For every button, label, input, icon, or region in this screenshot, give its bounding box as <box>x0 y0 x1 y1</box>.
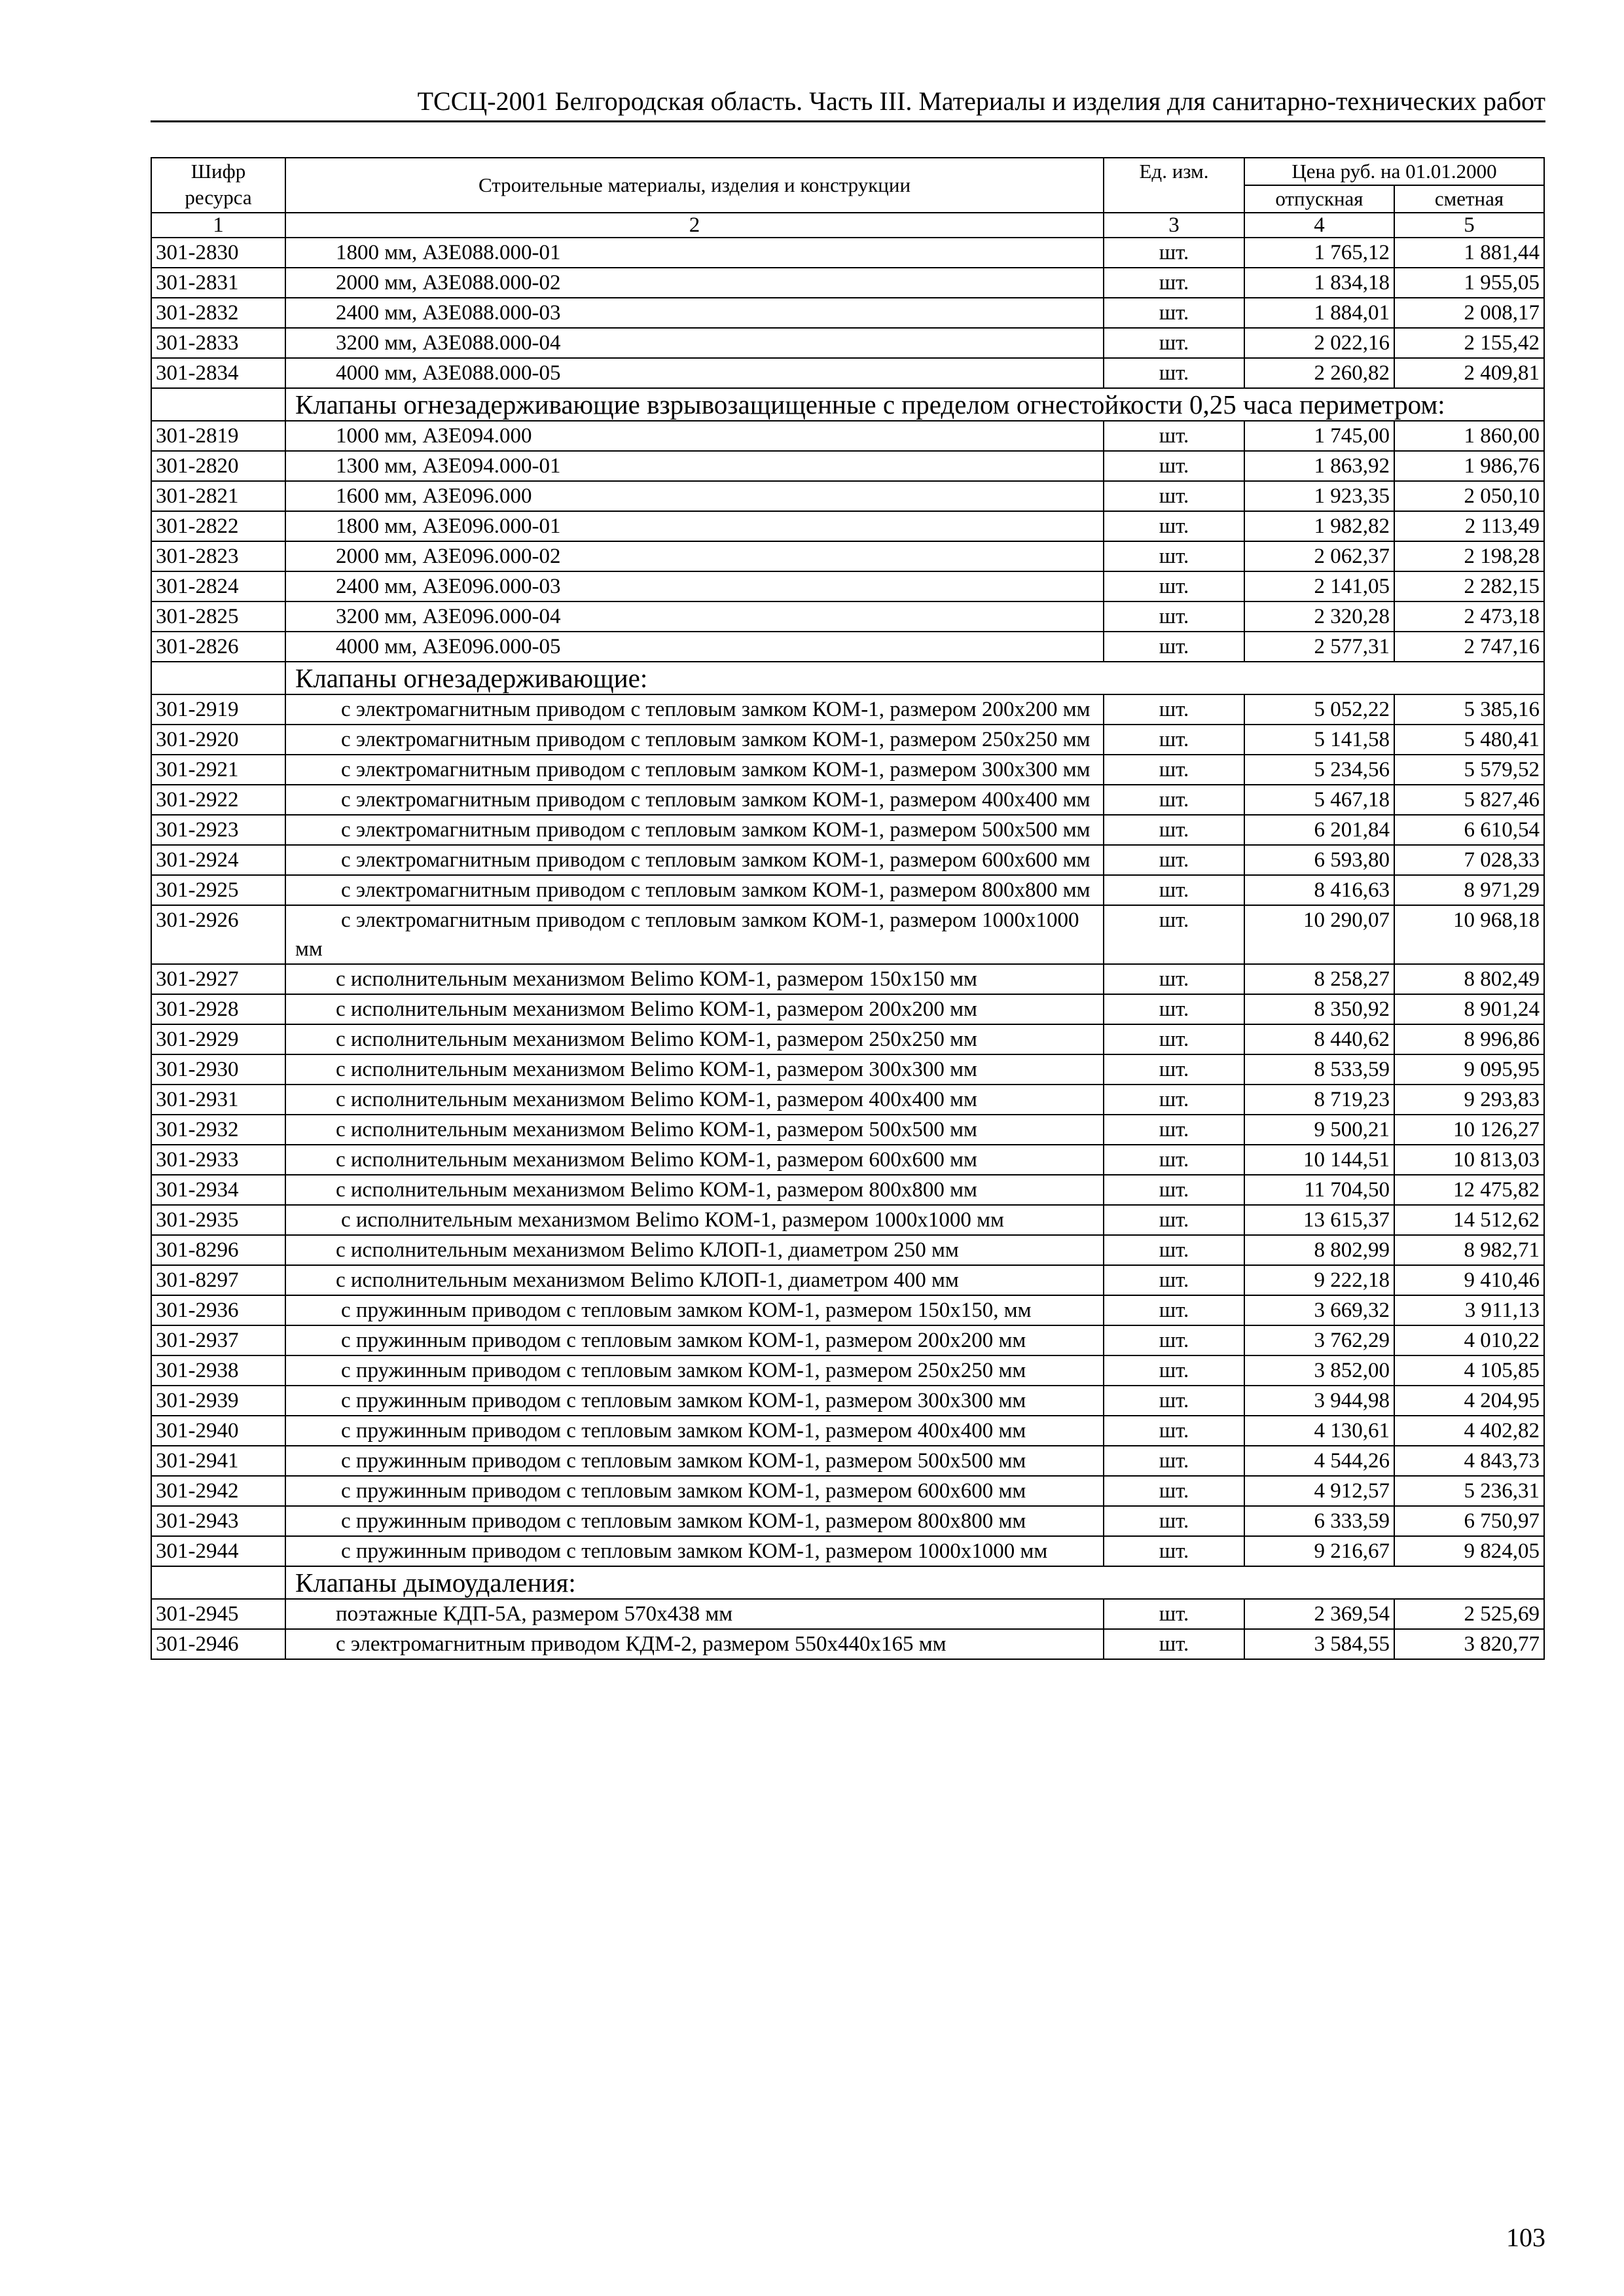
estimate-price-cell: 2 113,49 <box>1394 511 1544 541</box>
col-header-unit: Ед. изм. <box>1104 158 1244 213</box>
unit-cell: шт. <box>1104 571 1244 601</box>
table-row <box>151 541 1544 571</box>
release-price-cell: 5 141,58 <box>1244 725 1394 755</box>
table-row <box>151 1265 1544 1295</box>
section-empty-cell <box>151 662 285 694</box>
unit-cell: шт. <box>1104 1024 1244 1054</box>
estimate-price-cell: 2 008,17 <box>1394 298 1544 328</box>
release-price-cell: 1 884,01 <box>1244 298 1394 328</box>
unit-cell: шт. <box>1104 905 1244 964</box>
release-price-cell: 6 333,59 <box>1244 1506 1394 1536</box>
table-row <box>151 268 1544 298</box>
section-row <box>151 1566 1544 1599</box>
table-row <box>151 1054 1544 1085</box>
unit-cell: шт. <box>1104 1355 1244 1386</box>
unit-cell: шт. <box>1104 1295 1244 1325</box>
resource-code-cell: 301-2944 <box>151 1536 285 1566</box>
release-price-cell: 9 216,67 <box>1244 1536 1394 1566</box>
material-name-cell: 3200 мм, АЗЕ088.000-04 <box>285 328 1104 358</box>
material-name-cell: с пружинным приводом с тепловым замком КОМ-1, размером 250x250 мм <box>285 1355 1104 1386</box>
estimate-price-cell: 9 410,46 <box>1394 1265 1544 1295</box>
table-row <box>151 1416 1544 1446</box>
release-price-cell: 8 258,27 <box>1244 964 1394 994</box>
resource-code-cell: 301-2937 <box>151 1325 285 1355</box>
table-row <box>151 755 1544 785</box>
material-name-cell: поэтажные КДП-5А, размером 570x438 мм <box>285 1599 1104 1629</box>
resource-code-cell: 301-2832 <box>151 298 285 328</box>
material-name-cell: 4000 мм, АЗЕ096.000-05 <box>285 632 1104 662</box>
unit-cell: шт. <box>1104 1265 1244 1295</box>
material-name-cell: с электромагнитным приводом с тепловым замком КОМ-1, размером 400x400 мм <box>285 785 1104 815</box>
estimate-price-cell: 2 525,69 <box>1394 1599 1544 1629</box>
unit-cell: шт. <box>1104 1629 1244 1659</box>
table-row <box>151 1355 1544 1386</box>
unit-cell: шт. <box>1104 632 1244 662</box>
section-empty-cell <box>151 1566 285 1599</box>
unit-cell: шт. <box>1104 1599 1244 1629</box>
resource-code-cell: 301-2919 <box>151 694 285 725</box>
table-row <box>151 815 1544 845</box>
resource-code-cell: 301-2825 <box>151 601 285 632</box>
resource-code-cell: 301-2929 <box>151 1024 285 1054</box>
unit-cell: шт. <box>1104 1085 1244 1115</box>
release-price-cell: 1 745,00 <box>1244 421 1394 451</box>
estimate-price-cell: 4 843,73 <box>1394 1446 1544 1476</box>
section-title: Клапаны дымоудаления: <box>285 1566 1544 1599</box>
material-name-cell: с электромагнитным приводом КДМ-2, размером 550x440x165 мм <box>285 1629 1104 1659</box>
table-row <box>151 1536 1544 1566</box>
estimate-price-cell: 5 827,46 <box>1394 785 1544 815</box>
release-price-cell: 13 615,37 <box>1244 1205 1394 1235</box>
unit-cell: шт. <box>1104 541 1244 571</box>
table-row <box>151 785 1544 815</box>
estimate-price-cell: 2 409,81 <box>1394 358 1544 388</box>
estimate-price-cell: 8 802,49 <box>1394 964 1544 994</box>
resource-code-cell: 301-2932 <box>151 1115 285 1145</box>
resource-code-cell: 301-8296 <box>151 1235 285 1265</box>
estimate-price-cell: 1 955,05 <box>1394 268 1544 298</box>
release-price-cell: 10 144,51 <box>1244 1145 1394 1175</box>
release-price-cell: 1 982,82 <box>1244 511 1394 541</box>
resource-code-cell: 301-2830 <box>151 238 285 268</box>
resource-code-cell: 301-2927 <box>151 964 285 994</box>
material-name-cell: с пружинным приводом с тепловым замком КОМ-1, размером 600x600 мм <box>285 1476 1104 1506</box>
resource-code-cell: 301-2923 <box>151 815 285 845</box>
estimate-price-cell: 3 820,77 <box>1394 1629 1544 1659</box>
release-price-cell: 2 320,28 <box>1244 601 1394 632</box>
resource-code-cell: 301-2824 <box>151 571 285 601</box>
resource-code-cell: 301-2938 <box>151 1355 285 1386</box>
resource-code-cell: 301-2925 <box>151 875 285 905</box>
page-header <box>151 85 1545 122</box>
table-row <box>151 1599 1544 1629</box>
section-empty-cell <box>151 388 285 421</box>
table-row <box>151 1115 1544 1145</box>
table-row <box>151 238 1544 268</box>
table-row <box>151 694 1544 725</box>
material-name-cell: с исполнительным механизмом Belimo КОМ-1, размером 800x800 мм <box>285 1175 1104 1205</box>
resource-code-cell: 301-2924 <box>151 845 285 875</box>
table-row <box>151 1235 1544 1265</box>
material-name-cell: 1800 мм, АЗЕ088.000-01 <box>285 238 1104 268</box>
release-price-cell: 9 222,18 <box>1244 1265 1394 1295</box>
resource-code-cell: 301-2934 <box>151 1175 285 1205</box>
unit-cell: шт. <box>1104 1325 1244 1355</box>
section-row <box>151 388 1544 421</box>
table-row <box>151 725 1544 755</box>
col-header-release-price: отпускная <box>1244 185 1394 213</box>
unit-cell: шт. <box>1104 358 1244 388</box>
resource-code-cell: 301-2928 <box>151 994 285 1024</box>
table-row <box>151 571 1544 601</box>
unit-cell: шт. <box>1104 298 1244 328</box>
release-price-cell: 8 533,59 <box>1244 1054 1394 1085</box>
release-price-cell: 2 577,31 <box>1244 632 1394 662</box>
material-name-cell: с электромагнитным приводом с тепловым замком КОМ-1, размером 600x600 мм <box>285 845 1104 875</box>
estimate-price-cell: 9 824,05 <box>1394 1536 1544 1566</box>
material-name-cell: с электромагнитным приводом с тепловым замком КОМ-1, размером 800x800 мм <box>285 875 1104 905</box>
material-name-cell: с электромагнитным приводом с тепловым замком КОМ-1, размером 500x500 мм <box>285 815 1104 845</box>
col-header-name: Строительные материалы, изделия и конструкции <box>285 158 1104 213</box>
estimate-price-cell: 8 971,29 <box>1394 875 1544 905</box>
resource-code-cell: 301-2935 <box>151 1205 285 1235</box>
resource-code-cell: 301-2922 <box>151 785 285 815</box>
material-name-cell: с пружинным приводом с тепловым замком КОМ-1, размером 1000x1000 мм <box>285 1536 1104 1566</box>
col-header-price-group: Цена руб. на 01.01.2000 <box>1244 158 1544 185</box>
material-name-cell: 3200 мм, АЗЕ096.000-04 <box>285 601 1104 632</box>
material-name-cell: с исполнительным механизмом Belimo КОМ-1, размером 500x500 мм <box>285 1115 1104 1145</box>
release-price-cell: 1 863,92 <box>1244 451 1394 481</box>
price-table <box>151 157 1545 1660</box>
release-price-cell: 1 765,12 <box>1244 238 1394 268</box>
section-row <box>151 662 1544 694</box>
material-name-cell: 2000 мм, АЗЕ088.000-02 <box>285 268 1104 298</box>
material-name-cell: с пружинным приводом с тепловым замком КОМ-1, размером 500x500 мм <box>285 1446 1104 1476</box>
table-row <box>151 328 1544 358</box>
table-row <box>151 1024 1544 1054</box>
resource-code-cell: 301-2831 <box>151 268 285 298</box>
table-row <box>151 1629 1544 1659</box>
release-price-cell: 4 912,57 <box>1244 1476 1394 1506</box>
release-price-cell: 2 369,54 <box>1244 1599 1394 1629</box>
resource-code-cell: 301-2921 <box>151 755 285 785</box>
column-number: 2 <box>285 213 1104 238</box>
resource-code-cell: 301-2946 <box>151 1629 285 1659</box>
column-number: 4 <box>1244 213 1394 238</box>
table-row <box>151 905 1544 964</box>
table-row <box>151 451 1544 481</box>
resource-code-cell: 301-2820 <box>151 451 285 481</box>
estimate-price-cell: 2 473,18 <box>1394 601 1544 632</box>
resource-code-cell: 301-2823 <box>151 541 285 571</box>
release-price-cell: 9 500,21 <box>1244 1115 1394 1145</box>
release-price-cell: 8 719,23 <box>1244 1085 1394 1115</box>
table-row <box>151 1205 1544 1235</box>
estimate-price-cell: 8 901,24 <box>1394 994 1544 1024</box>
unit-cell: шт. <box>1104 238 1244 268</box>
resource-code-cell: 301-2936 <box>151 1295 285 1325</box>
resource-code-cell: 301-2926 <box>151 905 285 964</box>
release-price-cell: 5 467,18 <box>1244 785 1394 815</box>
unit-cell: шт. <box>1104 1145 1244 1175</box>
unit-cell: шт. <box>1104 1506 1244 1536</box>
release-price-cell: 3 762,29 <box>1244 1325 1394 1355</box>
unit-cell: шт. <box>1104 694 1244 725</box>
table-row <box>151 1446 1544 1476</box>
estimate-price-cell: 10 968,18 <box>1394 905 1544 964</box>
unit-cell: шт. <box>1104 875 1244 905</box>
table-row <box>151 511 1544 541</box>
section-title: Клапаны огнезадерживающие взрывозащищенные с пределом огнестойкости 0,25 часа периметром: <box>285 388 1544 421</box>
release-price-cell: 2 260,82 <box>1244 358 1394 388</box>
material-name-cell: с электромагнитным приводом с тепловым замком КОМ-1, размером 200x200 мм <box>285 694 1104 725</box>
release-price-cell: 4 130,61 <box>1244 1416 1394 1446</box>
release-price-cell: 2 141,05 <box>1244 571 1394 601</box>
unit-cell: шт. <box>1104 481 1244 511</box>
release-price-cell: 2 022,16 <box>1244 328 1394 358</box>
table-row <box>151 1476 1544 1506</box>
release-price-cell: 3 669,32 <box>1244 1295 1394 1325</box>
estimate-price-cell: 8 996,86 <box>1394 1024 1544 1054</box>
document-title: ТССЦ-2001 Белгородская область. Часть III. Материалы и изделия для санитарно-технических работ <box>417 86 1545 116</box>
unit-cell: шт. <box>1104 725 1244 755</box>
resource-code-cell: 301-2943 <box>151 1506 285 1536</box>
resource-code-cell: 301-2819 <box>151 421 285 451</box>
estimate-price-cell: 2 050,10 <box>1394 481 1544 511</box>
release-price-cell: 8 416,63 <box>1244 875 1394 905</box>
material-name-cell: с исполнительным механизмом Belimo КЛОП-1, диаметром 250 мм <box>285 1235 1104 1265</box>
column-number: 3 <box>1104 213 1244 238</box>
release-price-cell: 4 544,26 <box>1244 1446 1394 1476</box>
estimate-price-cell: 7 028,33 <box>1394 845 1544 875</box>
table-row <box>151 481 1544 511</box>
table-row <box>151 964 1544 994</box>
release-price-cell: 6 593,80 <box>1244 845 1394 875</box>
unit-cell: шт. <box>1104 1115 1244 1145</box>
table-row <box>151 1295 1544 1325</box>
release-price-cell: 1 834,18 <box>1244 268 1394 298</box>
unit-cell: шт. <box>1104 328 1244 358</box>
unit-cell: шт. <box>1104 1205 1244 1235</box>
release-price-cell: 6 201,84 <box>1244 815 1394 845</box>
table-row <box>151 632 1544 662</box>
unit-cell: шт. <box>1104 268 1244 298</box>
estimate-price-cell: 4 204,95 <box>1394 1386 1544 1416</box>
unit-cell: шт. <box>1104 1416 1244 1446</box>
resource-code-cell: 301-2939 <box>151 1386 285 1416</box>
estimate-price-cell: 6 750,97 <box>1394 1506 1544 1536</box>
estimate-price-cell: 5 385,16 <box>1394 694 1544 725</box>
unit-cell: шт. <box>1104 755 1244 785</box>
unit-cell: шт. <box>1104 1386 1244 1416</box>
table-row <box>151 1175 1544 1205</box>
material-name-cell: с исполнительным механизмом Belimo КОМ-1, размером 600x600 мм <box>285 1145 1104 1175</box>
unit-cell: шт. <box>1104 1476 1244 1506</box>
estimate-price-cell: 1 860,00 <box>1394 421 1544 451</box>
estimate-price-cell: 1 986,76 <box>1394 451 1544 481</box>
estimate-price-cell: 2 198,28 <box>1394 541 1544 571</box>
estimate-price-cell: 10 126,27 <box>1394 1115 1544 1145</box>
resource-code-cell: 301-2930 <box>151 1054 285 1085</box>
unit-cell: шт. <box>1104 1175 1244 1205</box>
unit-cell: шт. <box>1104 1054 1244 1085</box>
table-row <box>151 601 1544 632</box>
table-header <box>151 158 1544 238</box>
material-name-cell: с исполнительным механизмом Belimo КОМ-1, размером 1000x1000 мм <box>285 1205 1104 1235</box>
release-price-cell: 1 923,35 <box>1244 481 1394 511</box>
material-name-cell: 1600 мм, АЗЕ096.000 <box>285 481 1104 511</box>
unit-cell: шт. <box>1104 1446 1244 1476</box>
table-row <box>151 1506 1544 1536</box>
estimate-price-cell: 2 155,42 <box>1394 328 1544 358</box>
material-name-cell: 2000 мм, АЗЕ096.000-02 <box>285 541 1104 571</box>
estimate-price-cell: 5 480,41 <box>1394 725 1544 755</box>
resource-code-cell: 301-2933 <box>151 1145 285 1175</box>
col-header-code: Шифр ресурса <box>151 158 285 213</box>
table-row <box>151 421 1544 451</box>
estimate-price-cell: 4 105,85 <box>1394 1355 1544 1386</box>
estimate-price-cell: 12 475,82 <box>1394 1175 1544 1205</box>
material-name-cell: с исполнительным механизмом Belimo КОМ-1, размером 400x400 мм <box>285 1085 1104 1115</box>
material-name-cell: 2400 мм, АЗЕ088.000-03 <box>285 298 1104 328</box>
unit-cell: шт. <box>1104 421 1244 451</box>
release-price-cell: 8 350,92 <box>1244 994 1394 1024</box>
resource-code-cell: 301-2931 <box>151 1085 285 1115</box>
unit-cell: шт. <box>1104 785 1244 815</box>
estimate-price-cell: 5 579,52 <box>1394 755 1544 785</box>
release-price-cell: 8 440,62 <box>1244 1024 1394 1054</box>
release-price-cell: 8 802,99 <box>1244 1235 1394 1265</box>
material-name-cell: 4000 мм, АЗЕ088.000-05 <box>285 358 1104 388</box>
material-name-cell: с пружинным приводом с тепловым замком КОМ-1, размером 300x300 мм <box>285 1386 1104 1416</box>
material-name-cell: 1000 мм, АЗЕ094.000 <box>285 421 1104 451</box>
resource-code-cell: 301-2941 <box>151 1446 285 1476</box>
table-row <box>151 1085 1544 1115</box>
estimate-price-cell: 2 747,16 <box>1394 632 1544 662</box>
estimate-price-cell: 2 282,15 <box>1394 571 1544 601</box>
release-price-cell: 3 852,00 <box>1244 1355 1394 1386</box>
material-name-cell: с исполнительным механизмом Belimo КОМ-1, размером 300x300 мм <box>285 1054 1104 1085</box>
estimate-price-cell: 8 982,71 <box>1394 1235 1544 1265</box>
material-name-cell: с электромагнитным приводом с тепловым замком КОМ-1, размером 300x300 мм <box>285 755 1104 785</box>
estimate-price-cell: 1 881,44 <box>1394 238 1544 268</box>
release-price-cell: 5 234,56 <box>1244 755 1394 785</box>
release-price-cell: 3 584,55 <box>1244 1629 1394 1659</box>
estimate-price-cell: 9 293,83 <box>1394 1085 1544 1115</box>
unit-cell: шт. <box>1104 994 1244 1024</box>
material-name-cell: с исполнительным механизмом Belimo КОМ-1, размером 150x150 мм <box>285 964 1104 994</box>
material-name-cell: с пружинным приводом с тепловым замком КОМ-1, размером 200x200 мм <box>285 1325 1104 1355</box>
table-row <box>151 875 1544 905</box>
resource-code-cell: 301-2821 <box>151 481 285 511</box>
material-name-cell: 1800 мм, АЗЕ096.000-01 <box>285 511 1104 541</box>
unit-cell: шт. <box>1104 845 1244 875</box>
section-title: Клапаны огнезадерживающие: <box>285 662 1544 694</box>
material-name-cell: с исполнительным механизмом Belimo КОМ-1, размером 250x250 мм <box>285 1024 1104 1054</box>
release-price-cell: 10 290,07 <box>1244 905 1394 964</box>
material-name-cell: с пружинным приводом с тепловым замком КОМ-1, размером 150x150, мм <box>285 1295 1104 1325</box>
unit-cell: шт. <box>1104 1536 1244 1566</box>
material-name-cell: с исполнительным механизмом Belimo КЛОП-1, диаметром 400 мм <box>285 1265 1104 1295</box>
estimate-price-cell: 10 813,03 <box>1394 1145 1544 1175</box>
unit-cell: шт. <box>1104 511 1244 541</box>
estimate-price-cell: 4 402,82 <box>1394 1416 1544 1446</box>
release-price-cell: 2 062,37 <box>1244 541 1394 571</box>
column-numbers-row <box>151 213 1544 238</box>
material-name-cell: 2400 мм, АЗЕ096.000-03 <box>285 571 1104 601</box>
table-row <box>151 358 1544 388</box>
estimate-price-cell: 3 911,13 <box>1394 1295 1544 1325</box>
table-row <box>151 1386 1544 1416</box>
resource-code-cell: 301-2834 <box>151 358 285 388</box>
material-name-cell: с пружинным приводом с тепловым замком КОМ-1, размером 400x400 мм <box>285 1416 1104 1446</box>
estimate-price-cell: 4 010,22 <box>1394 1325 1544 1355</box>
estimate-price-cell: 6 610,54 <box>1394 815 1544 845</box>
column-number: 5 <box>1394 213 1544 238</box>
table-row <box>151 298 1544 328</box>
estimate-price-cell: 9 095,95 <box>1394 1054 1544 1085</box>
page-number: 103 <box>1506 2223 1545 2252</box>
resource-code-cell: 301-2920 <box>151 725 285 755</box>
material-name-cell: с исполнительным механизмом Belimo КОМ-1, размером 200x200 мм <box>285 994 1104 1024</box>
material-name-cell: с электромагнитным приводом с тепловым замком КОМ-1, размером 250x250 мм <box>285 725 1104 755</box>
column-number: 1 <box>151 213 285 238</box>
table-row <box>151 1325 1544 1355</box>
table-row <box>151 1145 1544 1175</box>
resource-code-cell: 301-8297 <box>151 1265 285 1295</box>
unit-cell: шт. <box>1104 1235 1244 1265</box>
resource-code-cell: 301-2945 <box>151 1599 285 1629</box>
resource-code-cell: 301-2833 <box>151 328 285 358</box>
release-price-cell: 3 944,98 <box>1244 1386 1394 1416</box>
material-name-cell: с электромагнитным приводом с тепловым замком КОМ-1, размером 1000x1000 мм <box>285 905 1104 964</box>
unit-cell: шт. <box>1104 815 1244 845</box>
estimate-price-cell: 5 236,31 <box>1394 1476 1544 1506</box>
unit-cell: шт. <box>1104 451 1244 481</box>
release-price-cell: 11 704,50 <box>1244 1175 1394 1205</box>
unit-cell: шт. <box>1104 601 1244 632</box>
material-name-cell: 1300 мм, АЗЕ094.000-01 <box>285 451 1104 481</box>
estimate-price-cell: 14 512,62 <box>1394 1205 1544 1235</box>
unit-cell: шт. <box>1104 964 1244 994</box>
table-row <box>151 994 1544 1024</box>
resource-code-cell: 301-2826 <box>151 632 285 662</box>
table-row <box>151 845 1544 875</box>
resource-code-cell: 301-2942 <box>151 1476 285 1506</box>
table-body <box>151 238 1544 1659</box>
col-header-estimate-price: сметная <box>1394 185 1544 213</box>
release-price-cell: 5 052,22 <box>1244 694 1394 725</box>
material-name-cell: с пружинным приводом с тепловым замком КОМ-1, размером 800x800 мм <box>285 1506 1104 1536</box>
resource-code-cell: 301-2940 <box>151 1416 285 1446</box>
resource-code-cell: 301-2822 <box>151 511 285 541</box>
